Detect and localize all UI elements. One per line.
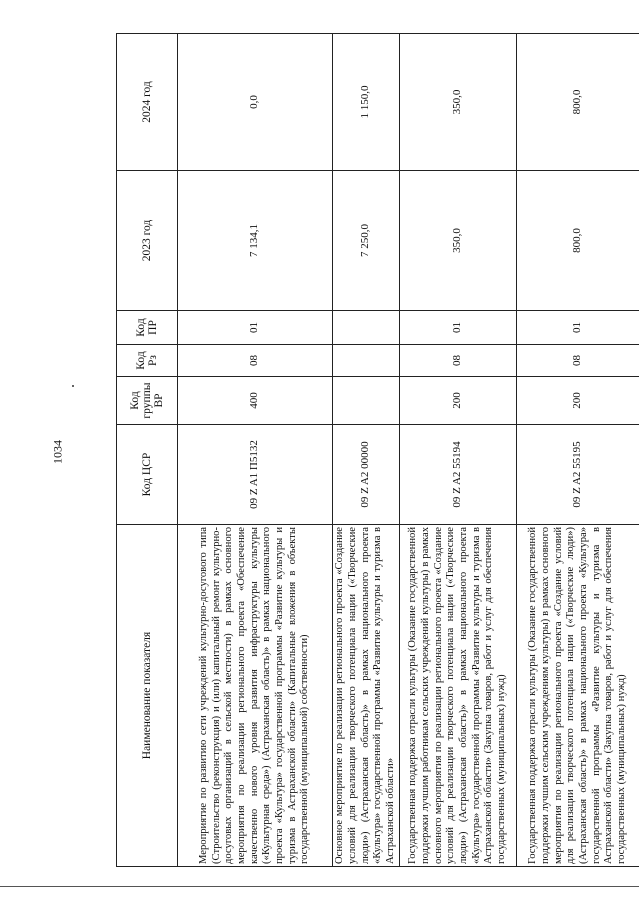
table-row bbox=[333, 34, 400, 867]
scan-speck bbox=[72, 385, 74, 387]
row-name: Государственная поддержка отрасли культуры (Оказание государственной поддержки лучшим работникам сельских учреждений культуры) в рамках основного мероприятия по реализации регионального проекта «Создание условий для реализации творческого потенциала нации («Творческие люди») (Астраханская область)» в рамках национального проекта «Культура» государственной программы «Развитие культуры и туризма в Астраханской области» (Закупка товаров, работ и услуг для обеспечения государственных (муниципальных) нужд) bbox=[400, 525, 517, 867]
row-csr: 09 Z A2 55195 bbox=[517, 425, 639, 525]
row-rz: 08 bbox=[517, 345, 639, 377]
header-vr: Код группы ВР bbox=[117, 377, 178, 425]
row-rz bbox=[333, 345, 400, 377]
table-row bbox=[517, 34, 639, 867]
row-name: Мероприятие по развитию сети учреждений культурно-досугового типа (Строительство (реконструкция) и (или) капитальный ремонт культурно-досуговых организаций в сельской местности) в рамках основного мероприятия по реализации регионального проекта «Обеспечение качественно нового уровня развития инфраструктуры культуры («Культурная среда») (Астраханская область)» в рамках национального проекта «Культура» государственной программы «Развитие культуры и туризма в Астраханской области» (Капитальные вложения в объекты государственной (муниципальной) собственности) bbox=[178, 525, 333, 867]
row-2023: 350,0 bbox=[400, 171, 517, 311]
row-csr: 09 Z A2 00000 bbox=[333, 425, 400, 525]
row-csr: 09 Z A2 55194 bbox=[400, 425, 517, 525]
row-2024: 0,0 bbox=[178, 34, 333, 171]
budget-table bbox=[116, 33, 639, 867]
row-vr: 200 bbox=[400, 377, 517, 425]
bottom-rule bbox=[0, 886, 639, 887]
table-row bbox=[400, 34, 517, 867]
row-2024: 350,0 bbox=[400, 34, 517, 171]
header-2024: 2024 год bbox=[117, 34, 178, 171]
row-vr: 200 bbox=[517, 377, 639, 425]
rotated-page-content bbox=[116, 33, 639, 867]
row-2023: 7 250,0 bbox=[333, 171, 400, 311]
table-header-row bbox=[117, 34, 178, 867]
page-number: 1034 bbox=[50, 440, 65, 464]
row-pr: 01 bbox=[517, 311, 639, 345]
header-rz: Код Рз bbox=[117, 345, 178, 377]
row-2023: 800,0 bbox=[517, 171, 639, 311]
row-2024: 1 150,0 bbox=[333, 34, 400, 171]
row-rz: 08 bbox=[400, 345, 517, 377]
row-rz: 08 bbox=[178, 345, 333, 377]
header-2023: 2023 год bbox=[117, 171, 178, 311]
header-csr: Код ЦСР bbox=[117, 425, 178, 525]
row-vr: 400 bbox=[178, 377, 333, 425]
row-name: Государственная поддержка отрасли культуры (Оказание государственной поддержки лучшим сельским учреждениям культуры) в рамках основного мероприятия по реализации регионального проекта «Создание условий для реализации творческого потенциала нации («Творческие люди») (Астраханская область)» в рамках национального проекта «Культура» государственной программы «Развитие культуры и туризма в Астраханской области» (Закупка товаров, работ и услуг для обеспечения государственных (муниципальных) нужд) bbox=[517, 525, 639, 867]
row-pr: 01 bbox=[400, 311, 517, 345]
row-name: Основное мероприятие по реализации регионального проекта «Создание условий для реализации творческого потенциала нации («Творческие люди») (Астраханская область)» в рамках национального проекта «Культура» государственной программы «Развитие культуры и туризма в Астраханской области» bbox=[333, 525, 400, 867]
table-row bbox=[178, 34, 333, 867]
header-pr: Код ПР bbox=[117, 311, 178, 345]
row-vr bbox=[333, 377, 400, 425]
row-pr: 01 bbox=[178, 311, 333, 345]
row-csr: 09 Z A1 П5132 bbox=[178, 425, 333, 525]
row-2023: 7 134,1 bbox=[178, 171, 333, 311]
header-name: Наименование показателя bbox=[117, 525, 178, 867]
row-pr bbox=[333, 311, 400, 345]
row-2024: 800,0 bbox=[517, 34, 639, 171]
